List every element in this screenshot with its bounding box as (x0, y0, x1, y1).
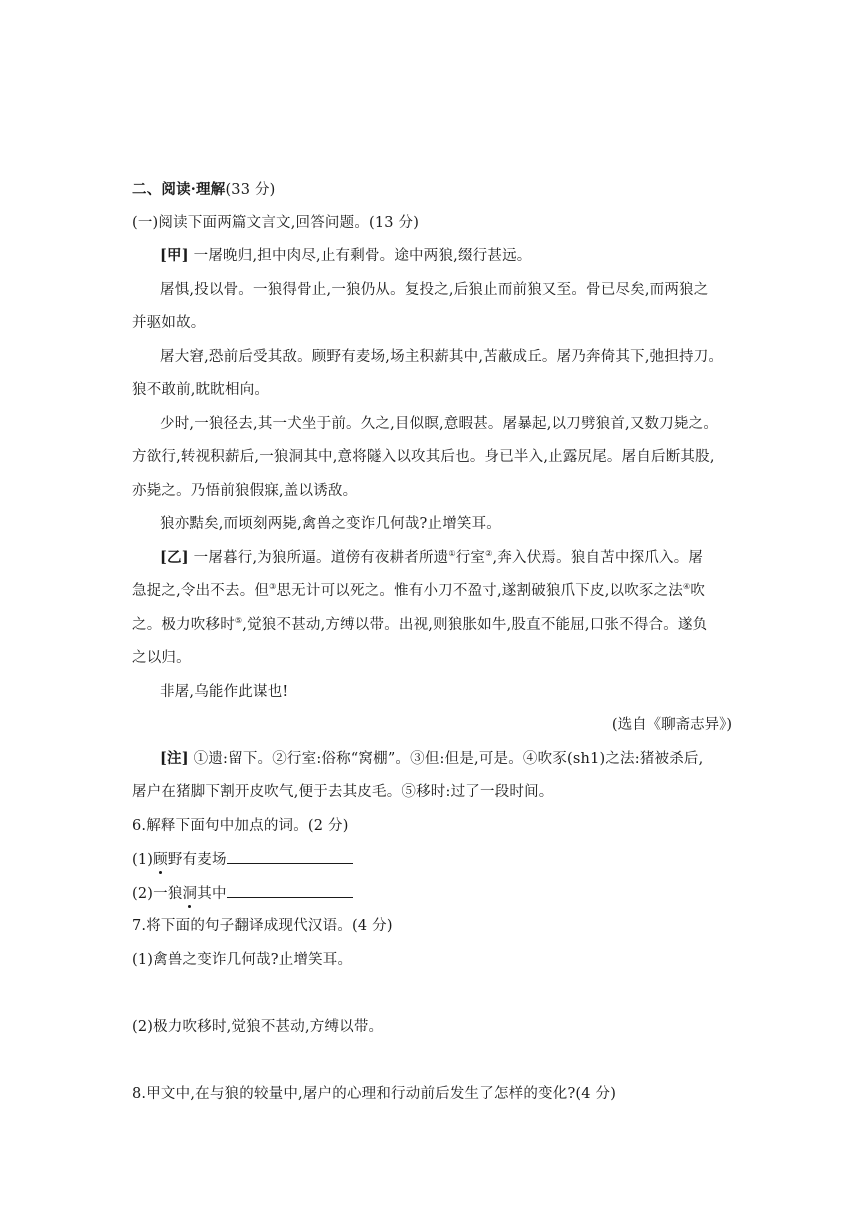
text-b-l1-a: 一屠暮行,为狼所逼。道傍有夜耕者所遗 (193, 550, 449, 566)
text-a-p4-line2: 方欲行,转视积薪后,一狼洞其中,意将隧入以攻其后也。身已半入,止露尻尾。屠自后断其股, (132, 449, 715, 465)
section-title: 二、阅读·理解 (132, 181, 226, 198)
question-8-stem: 8.甲文中,在与狼的较量中,屠户的心理和行动前后发生了怎样的变化?(4 分) (132, 1086, 617, 1102)
question-7-stem: 7.将下面的句子翻译成现代汉语。(4 分) (132, 918, 393, 934)
text-a-p4-line3: 亦毙之。乃悟前狼假寐,盖以诱敌。 (132, 483, 358, 499)
notes-line1 (160, 749, 703, 769)
text-a-p2-line2: 并驱如故。 (132, 315, 206, 331)
question-6-item-1 (132, 849, 353, 870)
text-a-p2-line1: 屠惧,投以骨。一狼得骨止,一狼仍从。复投之,后狼止而前狼又至。骨已尽矣,而两狼之 (160, 282, 709, 298)
text-a-p3-line2: 狼不敢前,眈眈相向。 (132, 382, 270, 398)
notes-l1-text: ①遗:留下。②行室:俗称“窝棚”。③但:但是,可是。④吹豕(sh1)之法:猪被杀后, (193, 751, 704, 767)
text-a-p1: 一屠晚归,担中肉尽,止有剩骨。途中两狼,缀行甚远。 (193, 248, 532, 264)
footnote-mark-4: ④ (683, 582, 691, 592)
q6-item1-prefix: (1) (132, 852, 154, 868)
text-b-line5: 非屠,乌能作此谋也! (160, 684, 289, 700)
q6-answer-blank-2[interactable] (227, 883, 353, 898)
q6-answer-blank-1[interactable] (227, 849, 353, 864)
text-b-l1-b: 行室 (455, 550, 486, 566)
notes-label: [注] (160, 750, 189, 767)
footnote-mark-3: ③ (269, 582, 277, 592)
section-heading (132, 180, 276, 200)
question-7-item-1: (1)禽兽之变诈几何哉?止增笑耳。 (132, 952, 353, 968)
source-citation: (选自《聊斋志异》) (611, 717, 732, 733)
text-b-line3 (132, 615, 707, 635)
text-a-paragraph-1 (160, 246, 531, 266)
question-7-item-2: (2)极力吹移时,觉狼不甚动,方缚以带。 (132, 1019, 384, 1035)
part1-instruction: (一)阅读下面两篇文言文,回答问题。(13 分) (132, 215, 420, 231)
text-b-l3-a: 之。极力吹移时 (132, 617, 235, 633)
question-6-item-2 (132, 883, 353, 904)
text-a-p5: 狼亦黠矣,而顷刻两毙,禽兽之变诈几何哉?止增笑耳。 (160, 516, 501, 532)
text-b-l2-c: 吹 (690, 583, 706, 599)
notes-line2: 屠户在猪脚下割开皮吹气,便于去其皮毛。⑤移时:过了一段时间。 (132, 784, 554, 800)
text-b-l2-b: 思无计可以死之。惟有小刀不盈寸,遂割破狼爪下皮,以吹豕之法 (276, 583, 684, 599)
footnote-mark-2: ② (485, 549, 493, 559)
q6-item1-dotted-word: 顾 (153, 852, 168, 868)
text-b-l1-c: ,奔入伏焉。狼自苫中探爪入。屠 (492, 550, 704, 566)
q6-item1-suffix: 野有麦场 (167, 852, 227, 868)
text-b-label: [乙] (160, 549, 189, 566)
q6-item2-suffix: 其中 (197, 886, 227, 902)
q6-item2-dotted-word: 洞 (182, 886, 198, 902)
text-b-line2 (132, 581, 705, 601)
text-b-line4: 之以归。 (132, 650, 191, 666)
footnote-mark-5: ⑤ (234, 616, 243, 626)
text-b-l2-a: 急捉之,令出不去。但 (132, 583, 270, 599)
text-a-label: [甲] (160, 247, 189, 264)
q6-item2-prefix: (2)一狼 (132, 886, 183, 902)
text-b-line1 (160, 548, 703, 568)
footnote-mark-1: ① (448, 549, 456, 559)
question-6-stem: 6.解释下面句中加点的词。(2 分) (132, 818, 349, 834)
text-a-p4-line1: 少时,一狼径去,其一犬坐于前。久之,目似瞑,意暇甚。屠暴起,以刀劈狼首,又数刀毙之。 (160, 416, 719, 432)
section-score: (33 分) (225, 182, 276, 198)
text-a-p3-line1: 屠大窘,恐前后受其敌。顾野有麦场,场主积薪其中,苫蔽成丘。屠乃奔倚其下,弛担持刀。 (160, 349, 724, 365)
text-b-l3-b: ,觉狼不甚动,方缚以带。出视,则狼胀如牛,股直不能屈,口张不得合。遂负 (242, 617, 708, 633)
